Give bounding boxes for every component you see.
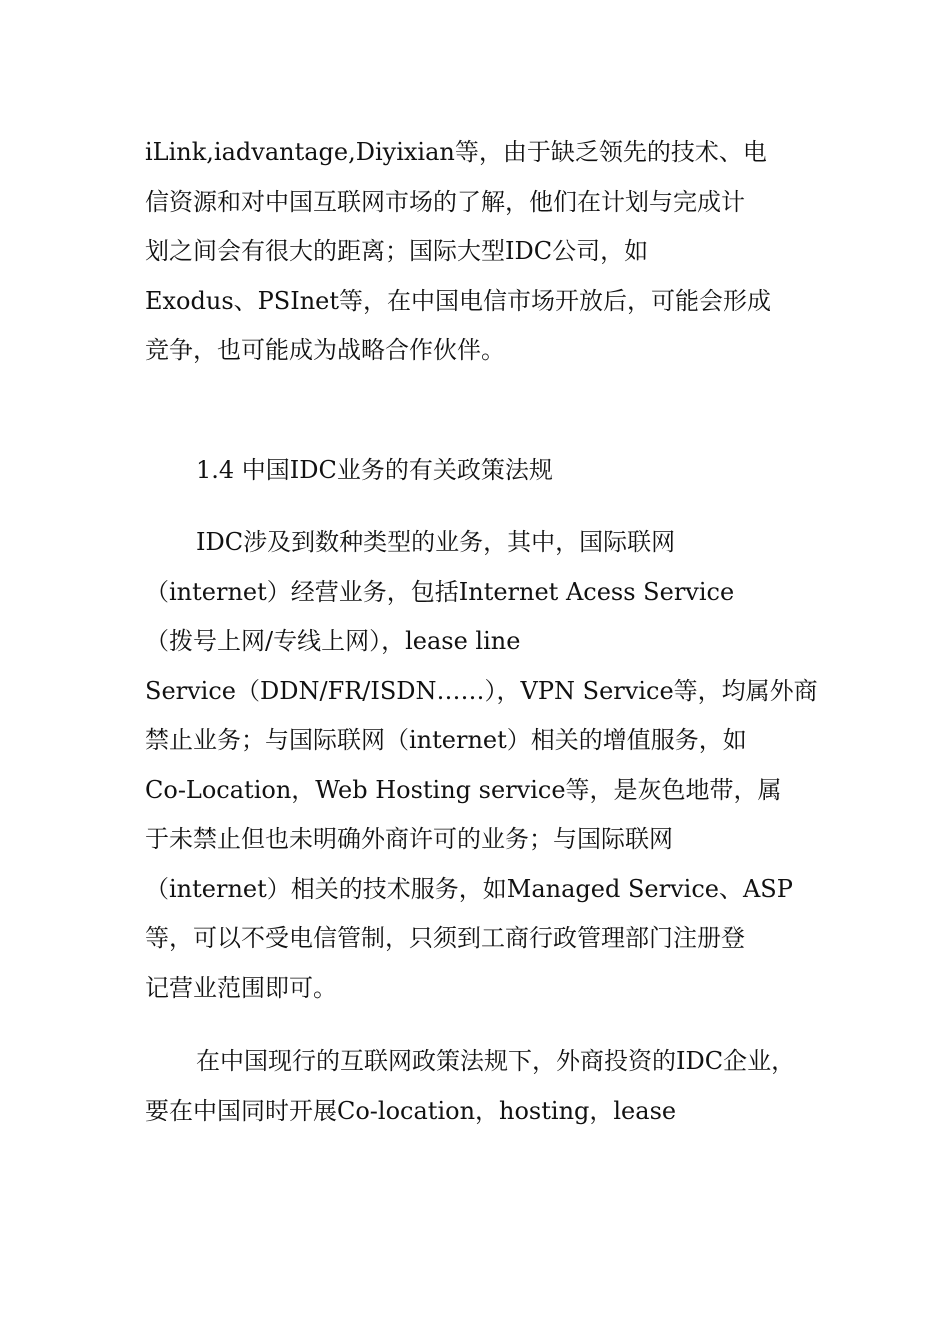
- paragraph-line: Co-Location，Web Hosting service等，是灰色地带，属: [145, 776, 782, 804]
- paragraph-line: iLink,iadvantage,Diyixian等，由于缺乏领先的技术、电: [145, 138, 767, 166]
- paragraph-line: （internet）相关的技术服务，如Managed Service、ASP: [145, 875, 793, 903]
- paragraph-line: 记营业范围即可。: [145, 974, 337, 1002]
- paragraph-line: 竞争，也可能成为战略合作伙伴。: [145, 336, 505, 364]
- paragraph-line: 要在中国同时开展Co-location，hosting，lease: [145, 1097, 677, 1125]
- paragraph-line: （拨号上网/专线上网），lease line: [145, 627, 521, 655]
- paragraph-line: 于未禁止但也未明确外商许可的业务；与国际联网: [145, 825, 673, 853]
- section-heading: 1.4 中国IDC业务的有关政策法规: [196, 456, 553, 484]
- paragraph-line: 等，可以不受电信管制，只须到工商行政管理部门注册登: [145, 924, 745, 952]
- paragraph-line: 在中国现行的互联网政策法规下，外商投资的IDC企业，: [196, 1047, 796, 1075]
- paragraph-line: 禁止业务；与国际联网（internet）相关的增值服务，如: [145, 726, 747, 754]
- paragraph-line: Service（DDN/FR/ISDN……），VPN Service等，均属外商: [145, 677, 818, 705]
- paragraph-line: （internet）经营业务，包括Internet Acess Service: [145, 578, 735, 606]
- paragraph-line: IDC涉及到数种类型的业务，其中，国际联网: [196, 528, 676, 556]
- paragraph-line: 信资源和对中国互联网市场的了解，他们在计划与完成计: [145, 188, 745, 216]
- paragraph-line: 划之间会有很大的距离；国际大型IDC公司，如: [145, 237, 649, 265]
- paragraph-line: Exodus、PSInet等，在中国电信市场开放后，可能会形成: [145, 287, 772, 315]
